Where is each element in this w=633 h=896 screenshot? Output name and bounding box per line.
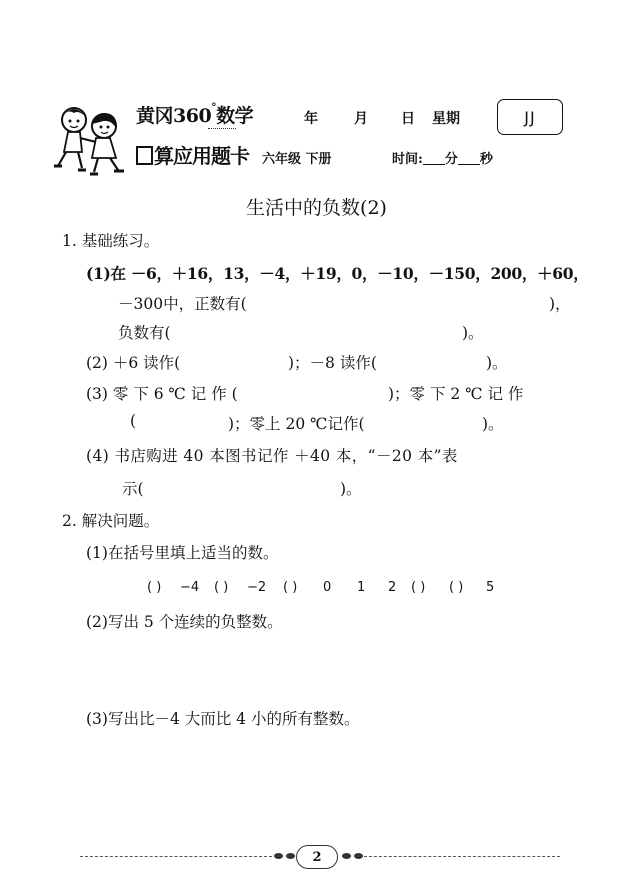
sub-brand-text: 算应用题卡: [154, 144, 249, 168]
number-line-item: ( ): [283, 580, 298, 595]
number-line-item: 1: [357, 580, 366, 595]
footer-dashed-line-right: [364, 856, 560, 857]
brand-tail: 数学: [216, 105, 254, 127]
q3-line2-a: (: [130, 412, 137, 430]
mouth-box-glyph: [136, 146, 153, 165]
number-line-item: 0: [323, 580, 332, 595]
time-text: 时间:: [392, 152, 423, 167]
footer-dashed-line-left: [80, 856, 272, 857]
q1-line3-a: 负数有(: [118, 324, 171, 342]
q3-line2-c: )。: [482, 415, 504, 433]
time-label: [392, 148, 493, 167]
page-number: 2: [296, 845, 338, 869]
q1-line2-a: －300中，正数有(: [118, 295, 247, 313]
date-year: 年: [304, 111, 318, 127]
sub-brand-title: [136, 140, 249, 169]
q4-line2-a: 示(: [122, 480, 144, 498]
q3-line1-a: (3) 零 下 6 ℃ 记 作 (: [86, 385, 238, 403]
q1-line2-b: )，: [549, 295, 571, 313]
edition-badge: JJ: [497, 99, 563, 135]
brand-title: [136, 101, 253, 128]
number-line-item: 2: [388, 580, 397, 595]
two-children-running-cartoon-icon: [52, 104, 136, 176]
date-day: 日: [401, 111, 415, 127]
second-blank: [458, 152, 480, 165]
minute-blank: [423, 152, 445, 165]
section1-heading: 1. 基础练习。: [62, 232, 160, 250]
q2-a: (2) ＋6 读作(: [86, 354, 181, 372]
minute-label: 分: [444, 152, 458, 167]
number-line-item: −4: [180, 580, 200, 595]
bead-icon: [354, 853, 363, 859]
date-week: 星期: [432, 111, 460, 127]
number-line-item: ( ): [411, 580, 426, 595]
q3-line2-b: )；零上 20 ℃记作(: [228, 415, 365, 433]
q4-line1: (4) 书店购进 40 本图书记作 ＋40 本，“－20 本”表: [86, 447, 458, 465]
q2-c: )。: [486, 354, 508, 372]
q4-line2-b: )。: [340, 480, 362, 498]
s2-q2: (2)写出 5 个连续的负整数。: [86, 613, 283, 631]
brand-dotted-underline: [208, 128, 236, 129]
number-line-item: −2: [247, 580, 267, 595]
q3-line1-b: )；零 下 2 ℃ 记 作: [388, 385, 524, 403]
q1-line1: (1)在 －6，＋16，13，－4，＋19，0，－10，－150，200，＋60，: [86, 264, 589, 283]
number-line-item: ( ): [147, 580, 162, 595]
number-line-item: 5: [486, 580, 495, 595]
s2-q3: (3)写出比－4 大而比 4 小的所有整数。: [86, 710, 360, 728]
grade-label: 六年级 下册: [262, 152, 332, 167]
bead-icon: [274, 853, 283, 859]
bead-icon: [286, 853, 295, 859]
second-label: 秒: [479, 152, 493, 167]
q2-b: )；－8 读作(: [288, 354, 377, 372]
brand-degree: °: [211, 101, 217, 114]
q1-line3-b: )。: [462, 324, 484, 342]
page-title: 生活中的负数(2): [246, 197, 387, 219]
s2-q1: (1)在括号里填上适当的数。: [86, 544, 279, 562]
number-line-item: ( ): [214, 580, 229, 595]
date-month: 月: [354, 111, 368, 127]
number-line-item: ( ): [449, 580, 464, 595]
bead-icon: [342, 853, 351, 859]
brand-text: 黄冈360: [136, 105, 212, 127]
section2-heading: 2. 解决问题。: [62, 512, 160, 530]
